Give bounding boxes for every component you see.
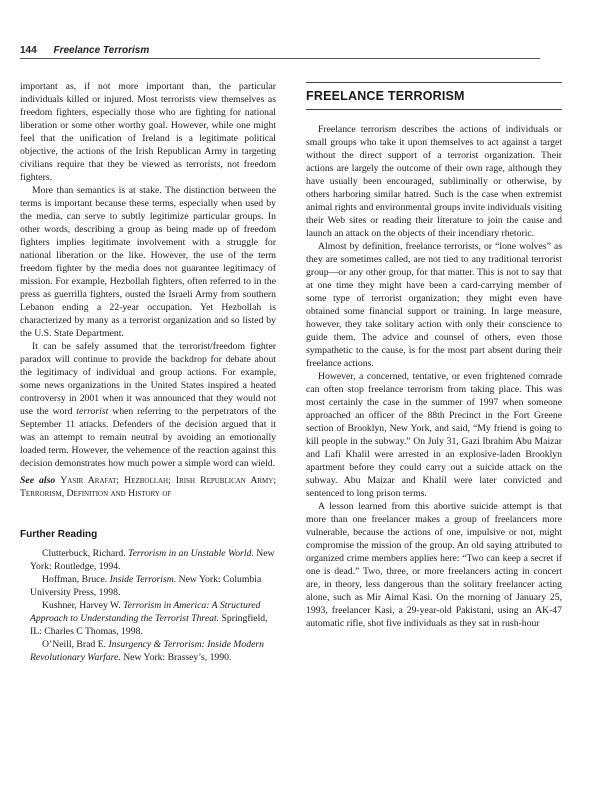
see-also: [20, 474, 276, 500]
reference-item: [20, 638, 276, 664]
running-header: [20, 45, 540, 59]
see-also-items: Yasir Arafat; Hezbollah; Irish Republican Army; Terrorism, Definition and History of: [20, 475, 277, 499]
running-title: Freelance Terrorism: [53, 45, 150, 56]
ref-publisher: New York: Brassey’s, 1990.: [120, 652, 232, 663]
page-number: 144: [20, 45, 37, 56]
entry-para-2: Almost by definition, freelance terrorists, or “lone wolves” as they are sometimes called, are not tied to any traditional terrorist group—or any other group, for that matter. This is not to say that at one time they might have been a card-carrying member of some type of terrorist organization; they might even have obtained some financial support or training. In large measure, however, they take solitary action with only their conscience to guide them. The advice and counsel of others, even those sympathetic to the cause, is for the most part absent during their freelance actions.: [306, 241, 562, 369]
entry-title: FREELANCE TERRORISM: [306, 82, 562, 110]
left-column: [20, 80, 276, 664]
reference-item: [20, 599, 276, 638]
ref-title: Terrorism in America: A Structured Approach to Understanding the Terrorist Threat.: [30, 600, 261, 624]
reference-item: [20, 547, 276, 573]
ref-author: Clutterbuck, Richard.: [42, 548, 129, 559]
ref-title: Insurgency & Terrorism: Inside Modern Revolutionary Warfare.: [30, 639, 264, 663]
see-also-label: See also: [20, 475, 56, 486]
ref-publisher: New York: Routledge, 1994.: [30, 548, 275, 572]
ref-author: Hoffman, Bruce.: [42, 574, 110, 585]
right-column: [306, 123, 562, 630]
entry-para-3: However, a concerned, tentative, or even frightened comrade can often stop freelance terrorism from taking place. This was most certainly the case in the summer of 1997 when someone approached an officer of the 88th Precinct in the Fort Greene section of Brooklyn, New York, and said, “My friend is going to kill people in the subway.” On July 31, Gazi Ibrahim Abu Maizar and Lafi Khalil were arrested in an explosive-laden Brooklyn apartment before they could carry out a suicide attack on the subway. Abu Maizar and Khalil were later convicted and sentenced to long prison terms.: [306, 371, 562, 499]
ref-publisher: New York: Columbia University Press, 1998.: [30, 574, 262, 598]
left-para-3-text-b: when referring to the perpetrators of the September 11 attacks. Defenders of the decision argued that it was an attempt to remain neutral by avoiding an emotionally loaded term. However, the vehemence of the reaction against this decision demonstrates how much power a simple word can wield.: [20, 406, 276, 469]
left-para-2: More than semantics is at stake. The distinction between the terms is important because these terms, especially when used by the media, can serve to subtly legitimize particular groups. In other words, describing a group as being made up of freedom fighters implies legitimate involvement with a struggle for national liberation or the like. However, the use of the term freedom fighter by the media does not guarantee legitimacy of mission. For example, Hezbollah fighters, often referred to in the press as guerrilla fighters, ousted the Israeli Army from southern Lebanon ending a 22-year occupation. Yet Hezbollah is characterized by many as a terrorist organization and so listed by the U.S. State Department.: [20, 185, 276, 339]
ref-title: Terrorism in an Unstable World.: [128, 548, 254, 559]
reference-item: [20, 573, 276, 599]
ref-author: O’Neill, Brad E.: [42, 639, 109, 650]
left-para-3-text-a: It can be safely assumed that the terrorist/freedom fighter paradox will continue to provide the backdrop for debate about the legitimacy of individual and group actions. For example, some news organizations in the United States inspired a heated controversy in 2001 when it was announced that they would not use the word: [20, 341, 276, 417]
ref-title: Inside Terrorism.: [109, 574, 177, 585]
left-para-1: important as, if not more important than, the particular individuals killed or injured. Most terrorists view themselves as freedom fighters, especially those who are fighting for national liberation or some other worthy goal. However, while one might feel that the unification of Ireland is a legitimate political objective, the actions of the Irish Republican Army in targeting civilians require that they be viewed as terrorists, not freedom fighters.: [20, 81, 276, 183]
left-para-3: [20, 340, 276, 470]
entry-para-4: A lesson learned from this abortive suicide attempt is that more than one freelancer makes a group of freelancers more vulnerable, because the actions of one, impulsive or not, might compromise the mission of the group. An old saying attributed to organized crime members applies here: “Two can keep a secret if one is dead.” Two, three, or more freelancers acting in concert are, in theory, less dangerous than the solitary freelancer acting alone, such as Mir Aimal Kasi. On the morning of January 25, 1993, freelancer Kasi, a 29-year-old Pakistani, using an AK-47 automatic rifle, shot five individuals as they sat in rush-hour: [306, 501, 562, 629]
left-para-3-emphasis: terrorist: [76, 406, 109, 417]
entry-para-1: Freelance terrorism describes the actions of individuals or small groups who take it upon themselves to act against a target without the direct support of a terrorist organization. Their actions are largely the outcome of their own rage, although they have usually been encouraged, subliminally or otherwise, by others harboring similar hatred. Such is the case when extremist animal rights and environmental groups invite individuals visiting their Web sites or reading their literature to join the cause and launch an attack on the objects of their incendiary rhetoric.: [306, 124, 562, 239]
further-reading-heading: Further Reading: [20, 529, 98, 540]
ref-author: Kushner, Harvey W.: [42, 600, 124, 611]
ref-publisher: Springfield, IL: Charles C Thomas, 1998.: [30, 613, 268, 637]
